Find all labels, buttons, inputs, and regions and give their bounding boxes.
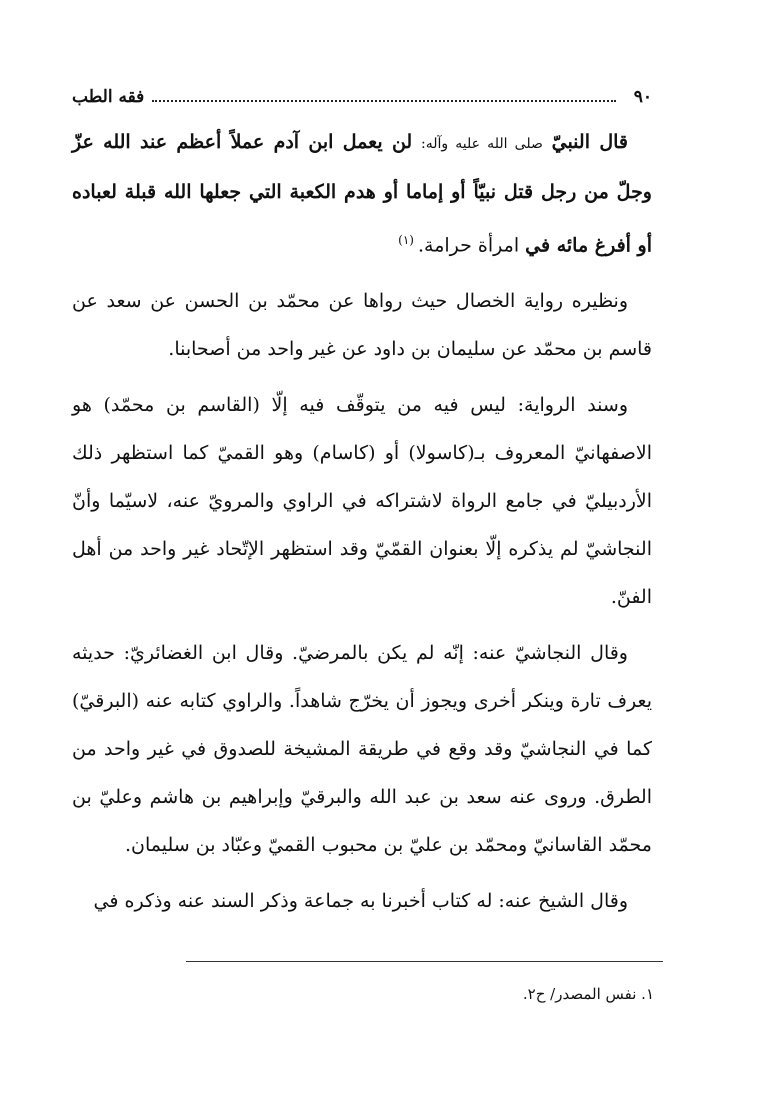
main-text [72, 118, 652, 933]
running-header [72, 82, 652, 112]
paragraph-najashi: وقال النجاشيّ عنه: إنّه لم يكن بالمرضيّ. وقال ابن الغضائريّ: حديثه يعرف تارة وينكر أخرى ويجوز أن يخرّج شاهداً. والراوي كتابه عنه (البرقيّ) كما في النجاشيّ وقد وقع في طريقة المشيخة للصدوق في غير واحد من الطرق. وروى عنه سعد بن عبد الله والبرقيّ وإبراهيم بن هاشم وعليّ بن محمّد القاسانيّ ومحمّد بن عليّ بن محبوب القميّ وعبّاد بن سليمان. [72, 642, 652, 857]
paragraph-khisal: ونظيره رواية الخصال حيث رواها عن محمّد بن الحسن عن سعد عن قاسم بن محمّد عن سليمان بن داود عن غير واحد من أصحابنا. [72, 290, 652, 361]
dot-leader [152, 100, 615, 102]
footnote-reference[interactable]: (١) [398, 233, 414, 247]
paragraph-hadith [72, 118, 652, 269]
hadith-intro: قال النبيّ [551, 131, 628, 153]
footnote: ١. نفس المصدر/ ح٢. [522, 985, 654, 1003]
footnote-divider [186, 961, 663, 962]
running-title: فقه الطب [72, 87, 145, 107]
paragraph-shaykh: وقال الشيخ عنه: له كتاب أخبرنا به جماعة وذكر السند عنه وذكره في [93, 890, 628, 913]
hadith-tail: امرأة حرامة. [417, 234, 520, 257]
paragraph-sanad: وسند الرواية: ليس فيه من يتوقّف فيه إلّا (القاسم بن محمّد) هو الاصفهانيّ المعروف بـ(كاسولا) أو (كاسام) وهو القميّ كما استظهر ذلك الأردبيليّ في جامع الرواة لاشتراكه في الراوي والمرويّ عنه، لاسيّما وأنّ النجاشيّ لم يذكره إلّا بعنوان القمّيّ وقد استظهر الإتّحاد غير واحد من أهل الفنّ. [72, 394, 652, 609]
hadith-quote: لن يعمل ابن آدم عملاً أعظم عند الله عزّ وجلّ من رجل قتل نبيّاً أو إماما أو هدم الكعبة التي جعلها الله قبلة لعباده أو أفرغ مائه في [72, 131, 652, 257]
hadith-blessing: صلى الله عليه وآله: [420, 136, 543, 152]
page-number: ٩٠ [633, 87, 652, 107]
